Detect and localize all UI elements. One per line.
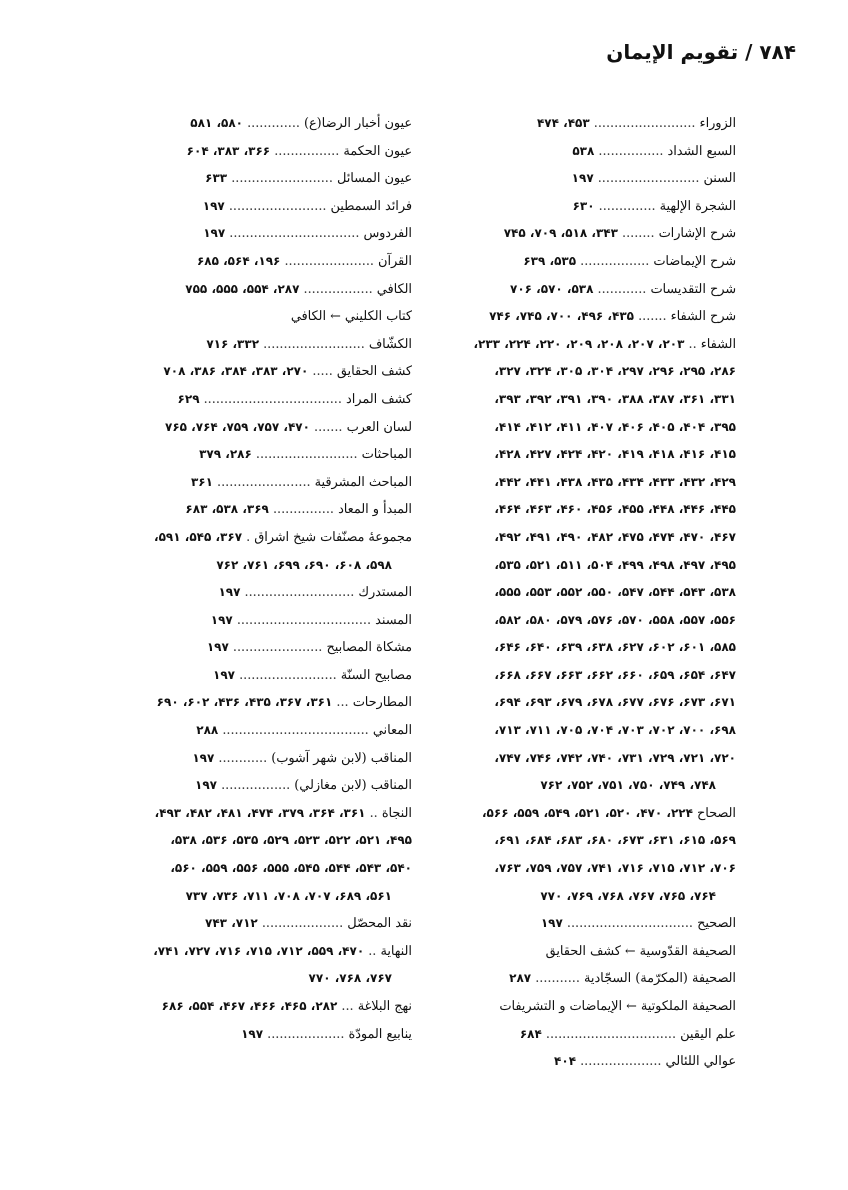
entry-leader-dots: ...................... [284, 253, 374, 269]
entry-pages: ۱۹۷ [218, 585, 241, 600]
entry-pages: ۱۹۷ [202, 198, 225, 213]
entry-leader-dots: ................. [221, 778, 291, 794]
entry-leader-dots: ..... [312, 364, 333, 380]
entry-leader-dots: .................... [580, 1054, 662, 1070]
entry-pages: ۲۷۰، ۳۸۳، ۳۸۴، ۳۸۶، ۷۰۸ [163, 364, 309, 379]
entry-pages: ۶۲۹ [177, 391, 200, 406]
entry-leader-dots: ........................ [228, 198, 327, 214]
entry-leader-dots: ... [336, 695, 349, 711]
entry-pages: ۲۸۷، ۵۵۴، ۵۵۵، ۷۵۵ [185, 281, 300, 296]
entry-pages: ۲۲۴، ۴۷۰، ۵۲۰، ۵۲۱، ۵۴۹، ۵۵۹، ۵۶۶، [481, 805, 693, 820]
entry-pages: ۳۶۱ [190, 474, 213, 489]
entry-leader-dots: ................................. [236, 612, 372, 628]
entry-title: شرح التقديسات [650, 281, 736, 297]
index-entry-continuation: ۴۴۵، ۴۴۶، ۴۴۸، ۴۵۵، ۴۵۶، ۴۶۰، ۴۶۳، ۴۶۴، [494, 502, 736, 517]
index-entry-continuation: ۵۹۸، ۶۰۸، ۶۹۰، ۶۹۹، ۷۶۱، ۷۶۲ [216, 557, 392, 572]
entry-title: المستدرك [358, 585, 412, 601]
index-entry [82, 745, 412, 773]
entry-leader-dots: ........... [535, 971, 580, 987]
index-entry [406, 276, 736, 304]
entry-title: عيون الحكمة [343, 143, 412, 159]
entry-leader-dots: .. [688, 336, 697, 352]
index-entry [82, 110, 412, 138]
book-title: تقويم الإيمان [606, 40, 739, 64]
entry-title: الصحاح [697, 805, 736, 821]
entry-pages: ۶۳۳ [205, 171, 228, 186]
entry-leader-dots: ........ [622, 226, 655, 242]
index-entry [406, 331, 736, 359]
entry-title: الزوراء [699, 116, 736, 131]
entry-leader-dots: ................................ [545, 1026, 677, 1042]
entry-leader-dots: .. [369, 805, 378, 821]
entry-title: المبدأ و المعاد [338, 502, 412, 518]
entry-leader-dots: ......................... [597, 171, 700, 187]
entry-pages: ۲۸۷ [509, 971, 532, 986]
entry-title: فرائد السمطين [330, 198, 412, 214]
index-entry [82, 414, 412, 442]
entry-title: كتاب الكليني ← الكافي [290, 309, 412, 325]
index-entry [82, 358, 412, 386]
entry-leader-dots: ................. [580, 253, 650, 269]
index-entry-continuation: ۵۴۰، ۵۴۳، ۵۴۴، ۵۴۵، ۵۵۵، ۵۵۶، ۵۵۹، ۵۶۰، [170, 861, 412, 876]
index-entry [82, 248, 412, 276]
entry-title: كشف المراد [346, 391, 412, 407]
entry-title: المناقب (لابن مغازلي) [294, 778, 412, 794]
entry-pages: ۲۰۳، ۲۰۷، ۲۰۸، ۲۰۹، ۲۲۰، ۲۲۴، ۲۳۳، [473, 336, 685, 351]
entry-pages: ۳۴۳، ۵۱۸، ۷۰۹، ۷۴۵ [503, 226, 618, 241]
entry-leader-dots: ............. [247, 116, 300, 131]
entry-pages: ۱۹۷ [571, 171, 594, 186]
entry-pages: ۱۹۷ [213, 667, 235, 682]
entry-title: النهاية [380, 943, 412, 959]
entry-leader-dots: ................ [274, 143, 340, 159]
entry-leader-dots: .................................... [222, 723, 369, 739]
index-entry-continuation: ۷۶۷، ۷۶۸، ۷۷۰ [308, 971, 392, 986]
entry-leader-dots: . [246, 529, 251, 545]
index-entry [82, 634, 412, 662]
index-entry [406, 965, 736, 993]
entry-title: مجموعهٔ مصنّفات شيخ اشراق [254, 529, 412, 545]
entry-leader-dots: ................ [598, 143, 664, 159]
entry-title: المناقب (لابن شهر آشوب) [271, 750, 412, 766]
entry-title: المسند [375, 612, 412, 628]
entry-pages: ۴۵۳، ۴۷۴ [536, 116, 590, 130]
entry-pages: ۶۳۰ [572, 198, 595, 213]
entry-leader-dots: ....................... [217, 474, 311, 490]
entry-title: علم اليقين [680, 1026, 736, 1042]
entry-pages: ۱۹۶، ۵۶۴، ۶۸۵ [196, 253, 281, 268]
index-entry-continuation: ۴۹۵، ۵۲۱، ۵۲۲، ۵۲۳، ۵۲۹، ۵۳۵، ۵۳۶، ۵۳۸، [170, 833, 412, 848]
index-entry [406, 910, 736, 938]
entry-title: شرح الإيماضات [653, 253, 736, 269]
index-entry-continuation: ۷۲۰، ۷۲۱، ۷۲۹، ۷۳۱، ۷۴۰، ۷۴۲، ۷۴۶، ۷۴۷، [494, 750, 736, 765]
entry-title: المطارحات [352, 695, 412, 711]
index-entry [82, 910, 412, 938]
index-entry [82, 717, 412, 745]
index-entry [82, 276, 412, 304]
index-entry [406, 303, 736, 331]
index-column-left [82, 110, 412, 1048]
index-entry [82, 165, 412, 193]
entry-title: الصحيفة القدّوسية ← كشف الحقايق [545, 943, 736, 959]
entry-pages: ۱۹۷ [206, 640, 229, 655]
entry-pages: ۴۰۴ [554, 1054, 577, 1069]
index-entry-continuation: ۷۴۸، ۷۴۹، ۷۵۰، ۷۵۱، ۷۵۲، ۷۶۲ [540, 778, 716, 793]
entry-leader-dots: ............ [218, 750, 268, 766]
index-entry-continuation: ۷۶۴، ۷۶۵، ۷۶۷، ۷۶۸، ۷۶۹، ۷۷۰ [540, 888, 716, 903]
index-entry-continuation: ۴۶۷، ۴۷۰، ۴۷۴، ۴۷۵، ۴۸۲، ۴۹۰، ۴۹۱، ۴۹۲، [494, 529, 736, 544]
entry-pages: ۳۶۷، ۵۴۵، ۵۹۱، [154, 529, 243, 544]
index-entry-continuation: ۷۰۶، ۷۱۲، ۷۱۵، ۷۱۶، ۷۴۱، ۷۵۷، ۷۵۹، ۷۶۳، [494, 861, 736, 876]
index-entry [406, 1048, 736, 1076]
entry-leader-dots: ......................... [255, 447, 358, 463]
entry-leader-dots: ............................... [566, 916, 693, 932]
index-entry [406, 138, 736, 166]
entry-pages: ۲۸۶، ۳۷۹ [199, 447, 252, 462]
entry-title: شرح الشفاء [670, 309, 736, 325]
entry-leader-dots: ................. [303, 281, 373, 297]
entry-leader-dots: ............ [597, 281, 647, 297]
index-entry-continuation: ۳۹۵، ۴۰۴، ۴۰۵، ۴۰۶، ۴۰۷، ۴۱۱، ۴۱۲، ۴۱۴، [494, 419, 736, 434]
entry-title: المباحثات [361, 447, 412, 463]
index-entry [82, 220, 412, 248]
entry-pages: ۵۳۸، ۵۷۰، ۷۰۶ [510, 281, 594, 296]
entry-leader-dots: ................... [267, 1026, 345, 1042]
entry-leader-dots: ... [341, 999, 354, 1014]
index-entry-continuation: ۴۹۵، ۴۹۷، ۴۹۸، ۴۹۹، ۵۰۴، ۵۱۱، ۵۲۱، ۵۳۵، [494, 557, 736, 572]
entry-pages: ۴۳۵، ۴۹۶، ۷۰۰، ۷۴۵، ۷۴۶ [489, 309, 634, 324]
entry-title: المعاني [372, 723, 412, 739]
entry-leader-dots: ........................... [244, 585, 355, 601]
index-entry [406, 248, 736, 276]
index-entry [406, 993, 736, 1021]
index-entry [82, 303, 412, 331]
entry-leader-dots: .................... [261, 916, 344, 932]
index-entry [82, 496, 412, 524]
entry-pages: ۱۹۷ [241, 1026, 264, 1041]
index-entry-continuation: ۵۸۵، ۶۰۱، ۶۰۲، ۶۲۷، ۶۳۸، ۶۳۹، ۶۴۰، ۶۴۶، [494, 640, 736, 655]
index-entry [82, 662, 412, 690]
index-entry-continuation: ۵۶۹، ۶۱۵، ۶۳۱، ۶۷۳، ۶۸۰، ۶۸۳، ۶۸۴، ۶۹۱، [494, 833, 736, 848]
entry-title: لسان العرب [346, 419, 412, 435]
entry-title: مصابيح السنّة [340, 667, 412, 683]
entry-pages: ۱۹۷ [210, 612, 233, 627]
entry-leader-dots: ...................... [232, 640, 323, 656]
index-entry [82, 938, 412, 966]
index-entry-continuation: ۶۹۸، ۷۰۰، ۷۰۲، ۷۰۳، ۷۰۴، ۷۰۵، ۷۱۱، ۷۱۳، [494, 723, 736, 738]
index-entry-continuation: ۳۳۱، ۳۶۱، ۳۸۷، ۳۸۸، ۳۹۰، ۳۹۱، ۳۹۲، ۳۹۳، [494, 391, 736, 406]
index-entry [406, 800, 736, 828]
index-entry [82, 138, 412, 166]
index-entry [406, 165, 736, 193]
header-separator: / [745, 40, 753, 64]
index-entry-continuation: ۵۶۱، ۶۸۹، ۷۰۷، ۷۰۸، ۷۱۱، ۷۳۶، ۷۳۷ [185, 888, 392, 903]
index-entry-continuation: ۶۷۱، ۶۷۳، ۶۷۶، ۶۷۷، ۶۷۸، ۶۷۹، ۶۹۳، ۶۹۴، [494, 695, 736, 710]
entry-pages: ۲۸۲، ۴۶۵، ۴۶۶، ۴۶۷، ۵۵۴، ۶۸۶ [161, 999, 338, 1013]
entry-pages: ۶۸۴ [519, 1026, 542, 1041]
entry-title: الصحيفة الملكوتية ← الإيماضات و التشريفات [499, 999, 736, 1014]
entry-title: الصحيفة (المكرّمة) السجّادية [584, 971, 736, 987]
entry-title: ينابيع المودّة [348, 1026, 412, 1042]
entry-title: شرح الإشارات [658, 226, 736, 242]
index-entry [82, 386, 412, 414]
entry-leader-dots: ......................... [231, 171, 333, 187]
index-entry [406, 220, 736, 248]
index-entry-continuation: ۲۸۶، ۲۹۵، ۲۹۶، ۲۹۷، ۳۰۴، ۳۰۵، ۳۲۴، ۳۲۷، [494, 364, 736, 379]
entry-leader-dots: .............. [598, 198, 656, 214]
index-entry [82, 441, 412, 469]
index-entry [82, 689, 412, 717]
index-entry-continuation: ۴۲۹، ۴۳۲، ۴۳۳، ۴۳۴، ۴۳۵، ۴۳۸، ۴۴۱، ۴۴۲، [494, 474, 736, 489]
entry-title: المباحث المشرقية [314, 474, 412, 490]
entry-title: عيون المسائل [337, 171, 412, 187]
entry-leader-dots: ......................... [593, 116, 696, 131]
entry-title: السنن [703, 171, 736, 187]
entry-title: الكافي [376, 281, 412, 297]
entry-title: كشف الحقايق [336, 364, 412, 380]
entry-title: عيون أخبار الرضا(ع) [304, 116, 412, 131]
entry-pages: ۴۷۰، ۵۵۹، ۷۱۲، ۷۱۵، ۷۱۶، ۷۲۷، ۷۴۱، [153, 943, 365, 958]
index-column-right [406, 110, 736, 1076]
entry-pages: ۵۸۰، ۵۸۱ [190, 116, 243, 130]
entry-pages: ۳۶۱، ۳۶۴، ۳۷۹، ۴۷۴، ۴۸۱، ۴۸۲، ۴۹۳، [154, 805, 366, 820]
entry-pages: ۳۶۶، ۳۸۳، ۶۰۴ [186, 143, 271, 158]
index-entry-continuation: ۴۱۵، ۴۱۶، ۴۱۸، ۴۱۹، ۴۲۰، ۴۲۴، ۴۲۷، ۴۲۸، [494, 447, 736, 462]
entry-title: نقد المحصّل [347, 916, 412, 932]
entry-title: النجاة [381, 805, 412, 821]
index-entry [82, 1021, 412, 1049]
entry-leader-dots: ................................ [229, 226, 360, 242]
entry-pages: ۲۸۸ [196, 723, 219, 738]
entry-leader-dots: ........................ [239, 667, 337, 683]
entry-pages: ۴۷۰، ۷۵۷، ۷۵۹، ۷۶۴، ۷۶۵ [165, 419, 310, 434]
index-entry [82, 524, 412, 552]
entry-title: عوالي اللئالي [665, 1054, 736, 1070]
entry-pages: ۵۳۵، ۶۳۹ [523, 253, 577, 268]
entry-leader-dots: ....... [638, 309, 667, 325]
entry-title: مشكاة المصابيح [326, 640, 412, 656]
entry-pages: ۳۳۲، ۷۱۶ [206, 336, 260, 351]
index-entry [82, 579, 412, 607]
entry-leader-dots: .. [368, 943, 377, 959]
index-entry [82, 469, 412, 497]
entry-leader-dots: ............... [272, 502, 334, 518]
index-entry [406, 110, 736, 138]
index-entry [82, 772, 412, 800]
page-number: ۷۸۴ [759, 40, 796, 64]
index-entry [406, 1021, 736, 1049]
entry-pages: ۱۹۷ [195, 778, 217, 793]
entry-title: الفردوس [363, 226, 412, 242]
entry-title: الشجرة الإلهية [659, 198, 736, 214]
index-entry [82, 993, 412, 1021]
index-entry-continuation: ۵۵۶، ۵۵۷، ۵۵۸، ۵۷۰، ۵۷۶، ۵۷۹، ۵۸۰، ۵۸۲، [494, 612, 736, 627]
entry-pages: ۱۹۷ [203, 226, 226, 241]
entry-title: الكشّاف [368, 336, 412, 352]
index-entry [406, 193, 736, 221]
entry-title: نهج البلاغة [357, 999, 412, 1014]
page-header [60, 40, 796, 64]
entry-pages: ۷۱۲، ۷۴۳ [205, 916, 258, 931]
entry-pages: ۳۶۱، ۳۶۷، ۴۳۵، ۴۳۶، ۶۰۲، ۶۹۰ [156, 695, 333, 710]
index-entry [82, 800, 412, 828]
index-entry-continuation: ۵۳۸، ۵۴۳، ۵۴۴، ۵۴۷، ۵۵۰، ۵۵۲، ۵۵۳، ۵۵۵، [494, 585, 736, 600]
index-entry-continuation: ۶۴۷، ۶۵۴، ۶۵۹، ۶۶۰، ۶۶۲، ۶۶۳، ۶۶۷، ۶۶۸، [494, 667, 736, 682]
entry-leader-dots: .................................. [203, 391, 342, 407]
entry-title: القرآن [378, 253, 412, 269]
entry-pages: ۱۹۷ [192, 750, 215, 765]
entry-pages: ۵۳۸ [572, 143, 595, 158]
entry-pages: ۱۹۷ [540, 916, 563, 931]
entry-title: السبع الشداد [667, 143, 736, 159]
index-entry [82, 607, 412, 635]
index-entry [82, 193, 412, 221]
entry-pages: ۳۶۹، ۵۳۸، ۶۸۳ [185, 502, 269, 517]
index-entry [82, 331, 412, 359]
index-entry [406, 938, 736, 966]
entry-title: الشفاء [700, 336, 736, 352]
entry-leader-dots: ....... [314, 419, 343, 435]
entry-leader-dots: ......................... [263, 336, 365, 352]
entry-title: الصحيح [697, 916, 736, 932]
